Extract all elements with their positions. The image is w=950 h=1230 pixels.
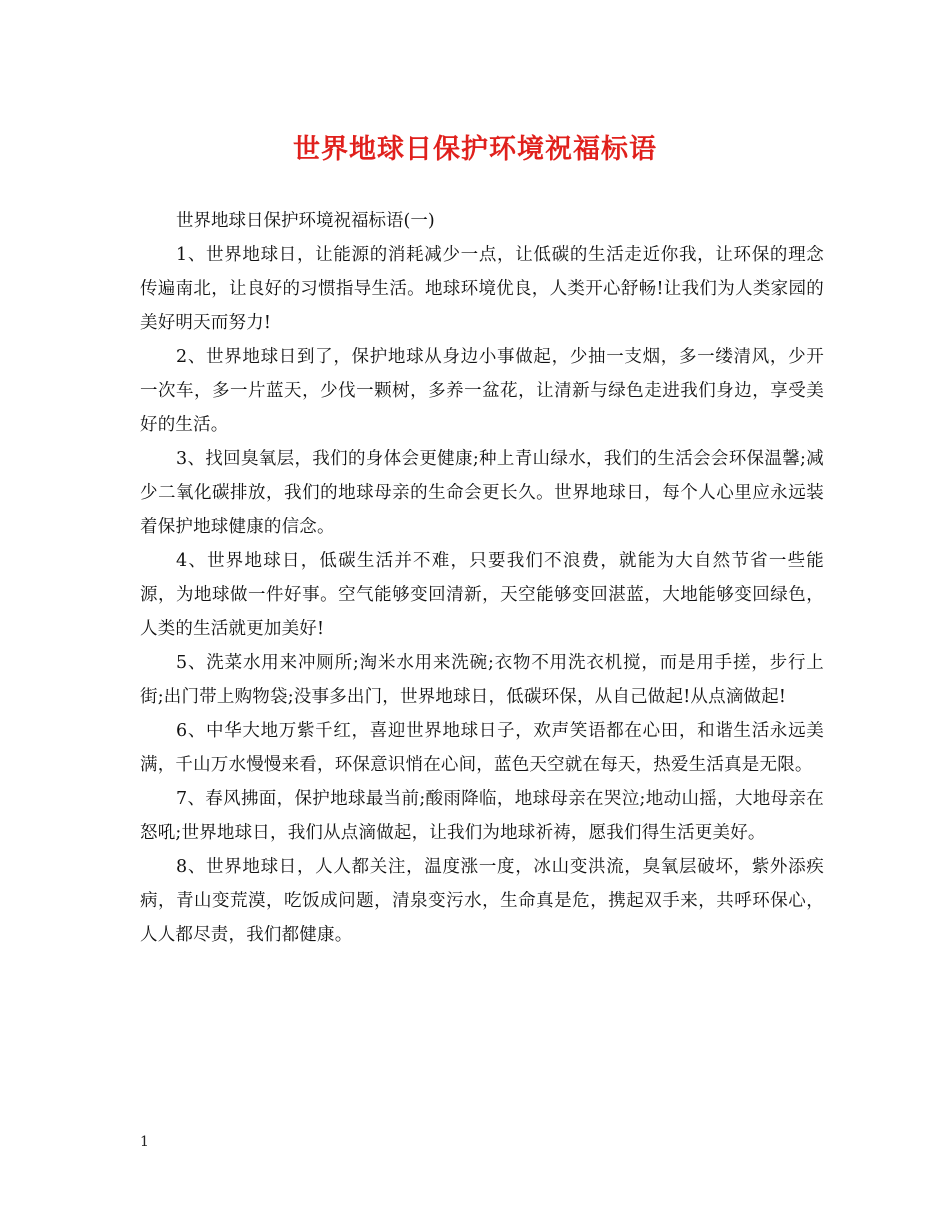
slogan-paragraph-7: 7、春风拂面，保护地球最当前;酸雨降临，地球母亲在哭泣;地动山摇，大地母亲在怒吼;世界地球日，我们从点滴做起，让我们为地球祈祷，愿我们得生活更美好。 xyxy=(140,789,824,843)
document-title: 世界地球日保护环境祝福标语 xyxy=(293,134,657,165)
document-body xyxy=(140,204,824,952)
slogan-paragraph-2: 2、世界地球日到了，保护地球从身边小事做起，少抽一支烟，多一缕清风，少开一次车，多一片蓝天，少伐一颗树，多养一盆花，让清新与绿色走进我们身边，享受美好的生活。 xyxy=(140,347,824,435)
slogan-paragraph-6: 6、中华大地万紫千红，喜迎世界地球日子，欢声笑语都在心田，和谐生活永远美满，千山万水慢慢来看，环保意识悄在心间，蓝色天空就在每天，热爱生活真是无限。 xyxy=(140,721,824,775)
slogan-paragraph-3: 3、找回臭氧层，我们的身体会更健康;种上青山绿水，我们的生活会会环保温馨;减少二氧化碳排放，我们的地球母亲的生命会更长久。世界地球日，每个人心里应永远装着保护地球健康的信念。 xyxy=(140,449,824,537)
section-subtitle: 世界地球日保护环境祝福标语(一) xyxy=(176,211,435,231)
slogan-paragraph-4: 4、世界地球日，低碳生活并不难，只要我们不浪费，就能为大自然节省一些能源，为地球做一件好事。空气能够变回清新，天空能够变回湛蓝，大地能够变回绿色，人类的生活就更加美好! xyxy=(140,551,824,639)
slogan-paragraph-8: 8、世界地球日，人人都关注，温度涨一度，冰山变洪流，臭氧层破坏，紫外添疾病，青山变荒漠，吃饭成问题，清泉变污水，生命真是危，携起双手来，共呼环保心，人人都尽责，我们都健康。 xyxy=(140,857,824,945)
slogan-paragraph-1: 1、世界地球日，让能源的消耗减少一点，让低碳的生活走近你我，让环保的理念传遍南北，让良好的习惯指导生活。地球环境优良，人类开心舒畅!让我们为人类家园的美好明天而努力! xyxy=(140,245,824,333)
slogan-paragraph-5: 5、洗菜水用来冲厕所;淘米水用来洗碗;衣物不用洗衣机搅，而是用手搓，步行上街;出门带上购物袋;没事多出门，世界地球日，低碳环保，从自己做起!从点滴做起! xyxy=(140,653,824,707)
page-number: 1 xyxy=(140,1134,149,1150)
